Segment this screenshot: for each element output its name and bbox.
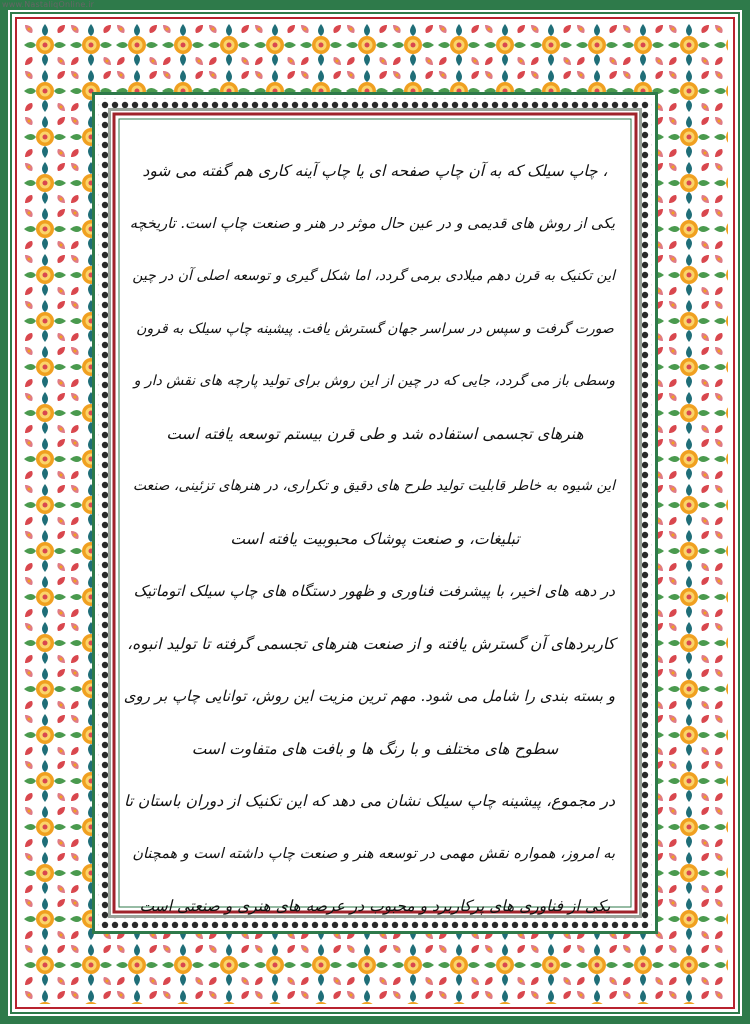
text-line: وسطی باز می گردد، جایی که در چین از این روش برای تولید پارچه های نقش دار و bbox=[133, 373, 615, 389]
text-line: هنرهای تجسمی استفاده شد و طی قرن بیستم توسعه یافته است bbox=[166, 424, 584, 443]
text-line: و بسته بندی را شامل می شود. مهم ترین مزیت این روش، توانایی چاپ بر روی bbox=[123, 687, 615, 705]
text-line: ، چاپ سیلک که به آن چاپ صفحه ای یا چاپ آینه کاری هم گفته می شود bbox=[142, 162, 608, 180]
text-line: تبلیغات، و صنعت پوشاک محبوبیت یافته است bbox=[230, 529, 520, 548]
site-watermark: www.NastaliqOnline.ir bbox=[2, 0, 95, 9]
text-line: در دهه های اخیر، با پیشرفت فناوری و ظهور دستگاه های چاپ سیلک اتوماتیک bbox=[133, 582, 615, 600]
text-line: در مجموع، پیشینه چاپ سیلک نشان می دهد که این تکنیک از دوران باستان تا bbox=[123, 792, 615, 810]
text-line: به امروز، همواره نقش مهمی در توسعه هنر و صنعت چاپ داشته است و همچنان bbox=[132, 845, 615, 862]
text-line: صورت گرفت و سپس در سراسر جهان گسترش یافت. پیشینه چاپ سیلک به قرون bbox=[136, 320, 614, 337]
text-line: سطوح های مختلف و با رنگ ها و بافت های متفاوت است bbox=[191, 739, 559, 758]
text-line: این شیوه به خاطر قابلیت تولید طرح های دقیق و تکراری، در هنرهای تزئینی، صنعت bbox=[132, 478, 615, 494]
text-line: این تکنیک به قرن دهم میلادی برمی گردد، اما شکل گیری و توسعه اصلی آن در چین bbox=[132, 268, 615, 284]
poem-text bbox=[121, 145, 629, 933]
text-line: یکی از فناوری های پرکاربرد و محبوب در عرصه های هنری و صنعتی است bbox=[139, 897, 611, 915]
text-line: کاربردهای آن گسترش یافته و از صنعت هنرهای تجسمی گرفته تا تولید انبوه، bbox=[127, 634, 615, 653]
text-line: یکی از روش های قدیمی و در عین حال موثر در هنر و صنعت چاپ است. تاریخچه bbox=[129, 215, 615, 232]
